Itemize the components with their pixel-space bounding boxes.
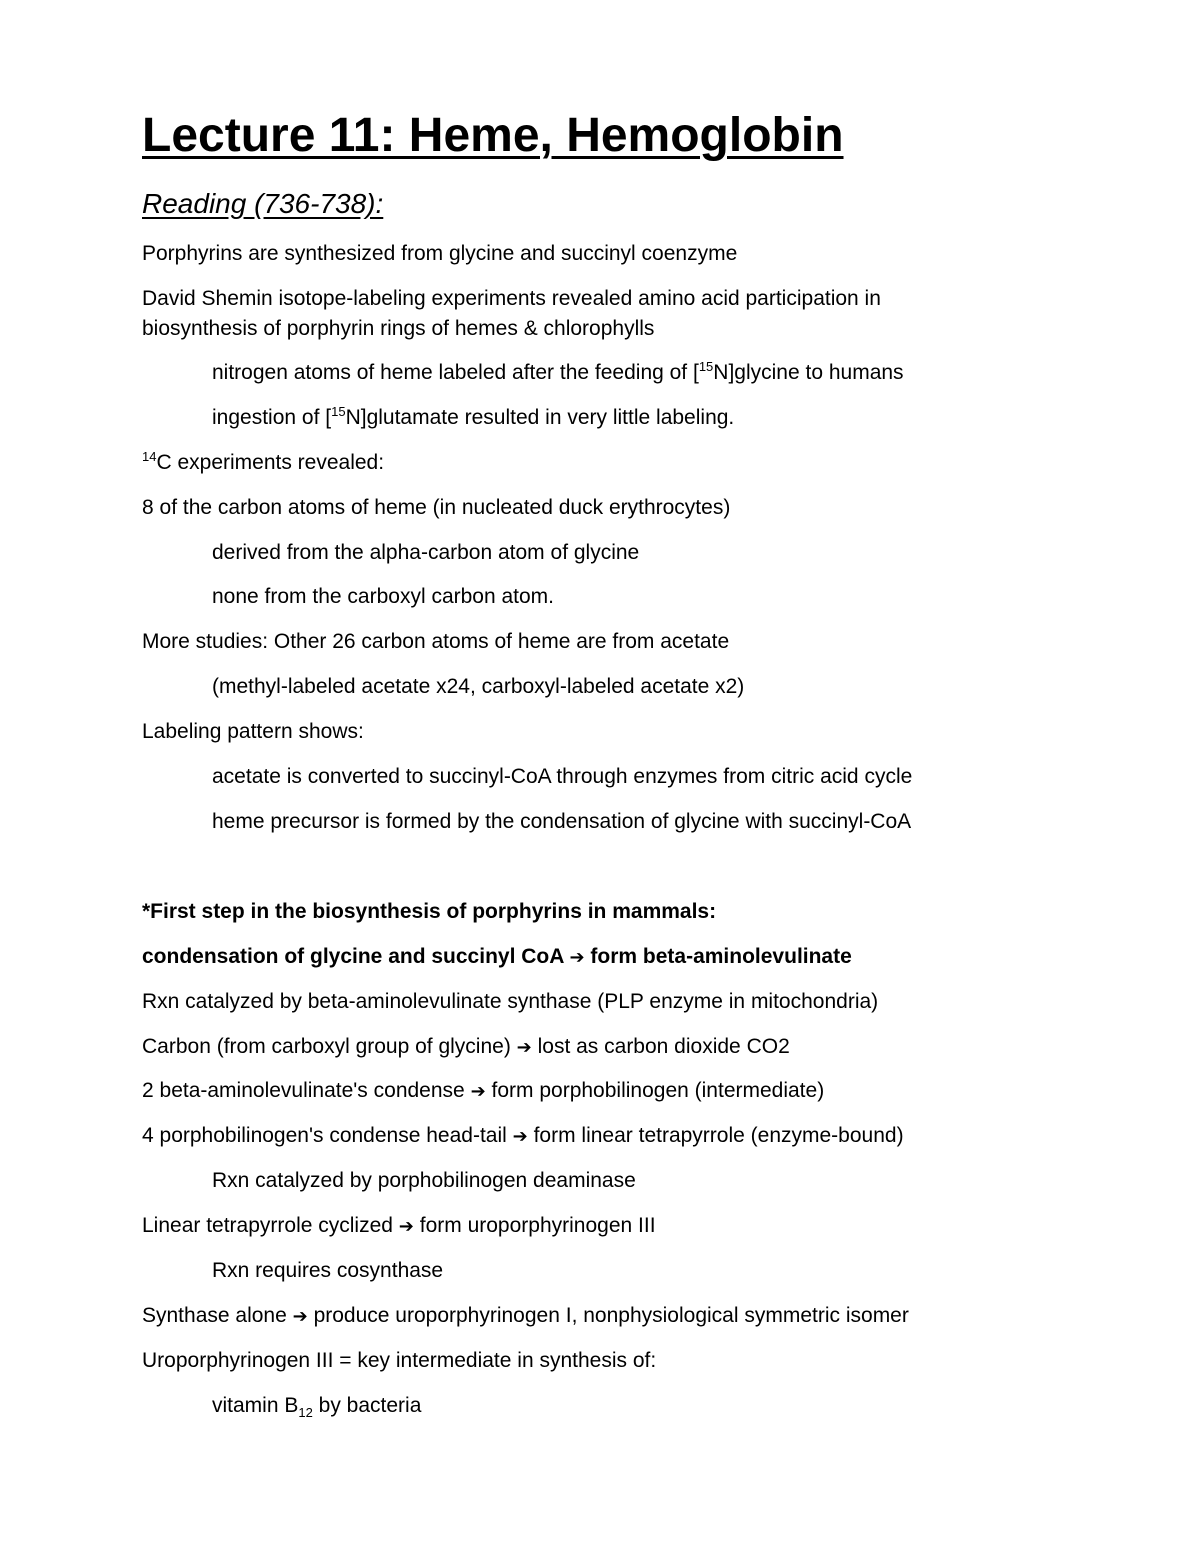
text-line bbox=[212, 1392, 421, 1420]
text-line bbox=[142, 449, 384, 477]
text-segment: Carbon (from carboxyl group of glycine) bbox=[142, 1035, 511, 1058]
text-segment: Synthase alone bbox=[142, 1304, 287, 1327]
text-segment: by bacteria bbox=[312, 1394, 422, 1417]
text-segment: vitamin B bbox=[212, 1394, 299, 1417]
text-segment: condensation of glycine and succinyl CoA bbox=[142, 945, 564, 968]
text-line bbox=[212, 404, 734, 432]
bold-heading-line: *First step in the biosynthesis of porphyrins in mammals: bbox=[142, 900, 717, 923]
text-segment: lost as carbon dioxide CO2 bbox=[537, 1035, 790, 1058]
text-segment: Linear tetrapyrrole cyclized bbox=[142, 1214, 393, 1237]
text-line: Uroporphyrinogen III = key intermediate in synthesis of: bbox=[142, 1349, 657, 1372]
text-segment: C experiments revealed: bbox=[156, 451, 385, 474]
text-line: none from the carboxyl carbon atom. bbox=[212, 585, 555, 608]
text-line: heme precursor is formed by the condensation of glycine with succinyl-CoA bbox=[212, 810, 912, 833]
text-line: More studies: Other 26 carbon atoms of heme are from acetate bbox=[142, 630, 730, 653]
isotope-superscript: 15 bbox=[331, 404, 346, 419]
text-segment: form uroporphyrinogen III bbox=[419, 1214, 656, 1237]
text-segment: 2 beta-aminolevulinate's condense bbox=[142, 1079, 465, 1102]
reading-heading: Reading (736-738): bbox=[142, 188, 384, 219]
text-line: (methyl-labeled acetate x24, carboxyl-labeled acetate x2) bbox=[212, 675, 745, 698]
text-segment: form porphobilinogen (intermediate) bbox=[491, 1079, 825, 1102]
arrow-icon: ➔ bbox=[398, 1216, 414, 1237]
text-line bbox=[212, 359, 904, 387]
text-segment: produce uroporphyrinogen I, nonphysiological symmetric isomer bbox=[313, 1304, 909, 1327]
text-line: derived from the alpha-carbon atom of glycine bbox=[212, 541, 640, 564]
text-line: Rxn catalyzed by porphobilinogen deaminase bbox=[212, 1169, 636, 1192]
text-segment: N]glycine to humans bbox=[713, 361, 904, 384]
arrow-icon: ➔ bbox=[516, 1037, 532, 1058]
text-line: Rxn catalyzed by beta-aminolevulinate synthase (PLP enzyme in mitochondria) bbox=[142, 990, 879, 1013]
text-line: Porphyrins are synthesized from glycine and succinyl coenzyme bbox=[142, 242, 738, 265]
text-segment: ingestion of [ bbox=[212, 406, 332, 429]
text-line: Rxn requires cosynthase bbox=[212, 1259, 444, 1282]
text-segment: 4 porphobilinogen's condense head-tail bbox=[142, 1124, 507, 1147]
text-segment: form linear tetrapyrrole (enzyme-bound) bbox=[533, 1124, 904, 1147]
bold-heading-line bbox=[142, 943, 852, 972]
arrow-icon: ➔ bbox=[292, 1306, 308, 1327]
text-line: 8 of the carbon atoms of heme (in nucleated duck erythrocytes) bbox=[142, 496, 731, 519]
text-line bbox=[142, 1212, 656, 1241]
text-segment: nitrogen atoms of heme labeled after the feeding of [ bbox=[212, 361, 699, 384]
arrow-icon: ➔ bbox=[569, 947, 585, 968]
subscript: 12 bbox=[298, 1405, 313, 1420]
text-line: Labeling pattern shows: bbox=[142, 720, 364, 743]
text-line: acetate is converted to succinyl-CoA through enzymes from citric acid cycle bbox=[212, 765, 913, 788]
lecture-title: Lecture 11: Heme, Hemoglobin bbox=[142, 109, 844, 162]
text-line: biosynthesis of porphyrin rings of hemes & chlorophylls bbox=[142, 317, 655, 340]
text-line bbox=[142, 1302, 909, 1331]
text-line bbox=[142, 1122, 904, 1151]
text-segment: form beta-aminolevulinate bbox=[590, 945, 852, 968]
isotope-superscript: 15 bbox=[698, 359, 714, 374]
text-segment: N]glutamate resulted in very little labeling. bbox=[345, 406, 735, 429]
text-line: David Shemin isotope-labeling experiments revealed amino acid participation in bbox=[142, 287, 881, 310]
text-line bbox=[142, 1033, 790, 1062]
text-line bbox=[142, 1077, 824, 1106]
arrow-icon: ➔ bbox=[470, 1081, 486, 1102]
arrow-icon: ➔ bbox=[512, 1126, 528, 1147]
isotope-superscript: 14 bbox=[142, 449, 157, 464]
